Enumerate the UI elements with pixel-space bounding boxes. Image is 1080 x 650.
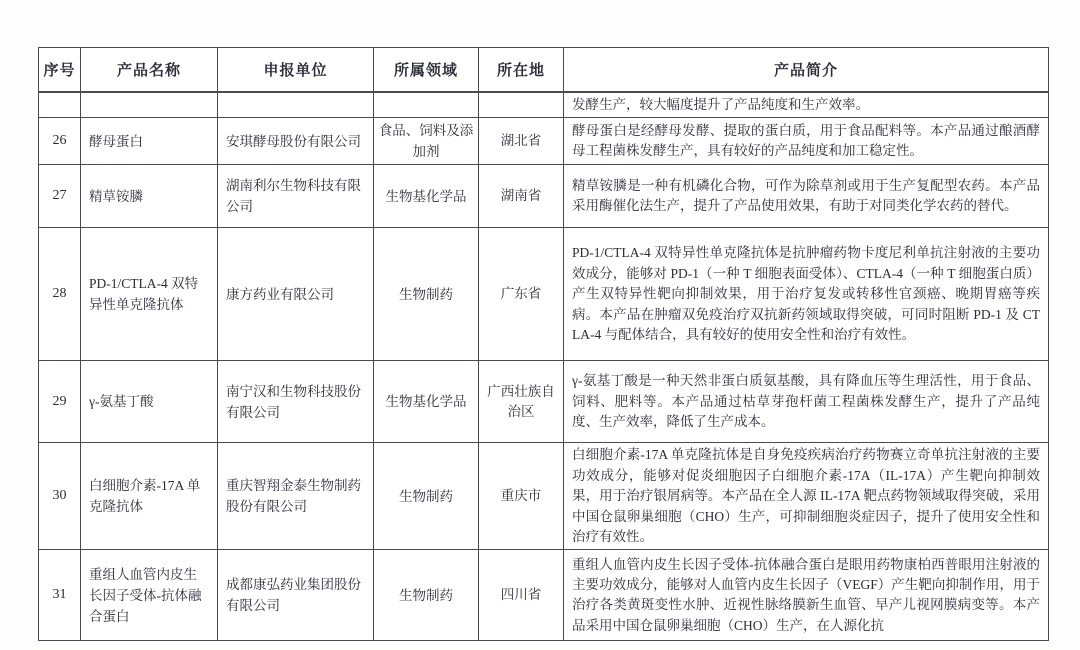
cell-serial: 29	[39, 361, 81, 443]
column-header-field: 所属领域	[374, 48, 479, 93]
table-row	[39, 443, 1049, 550]
table-row	[39, 165, 1049, 228]
cell-product-name	[81, 92, 218, 118]
cell-location: 重庆市	[479, 443, 564, 550]
cell-description: PD-1/CTLA-4 双特异性单克隆抗体是抗肿瘤药物卡度尼利单抗注射液的主要功效成分，能够对 PD-1（一种 T 细胞表面受体）、CTLA-4（一种 T 细胞蛋白质）产生双特异性靶向抑制效果，用于治疗复发或转移性官颈癌、晚期胃癌等疾病。本产品在肿瘤双免疫治疗双抗新药领域取得突破，可同时阻断 PD-1 及 CTLA-4 与配体结合，具有较好的使用安全性和治疗有效性。	[564, 228, 1049, 361]
cell-serial: 28	[39, 228, 81, 361]
cell-serial: 27	[39, 165, 81, 228]
column-header-location: 所在地	[479, 48, 564, 93]
cell-location: 湖北省	[479, 118, 564, 165]
cell-applicant: 康方药业有限公司	[218, 228, 374, 361]
cell-location: 四川省	[479, 550, 564, 641]
cell-applicant: 成都康弘药业集团股份有限公司	[218, 550, 374, 641]
header-row	[39, 48, 1049, 93]
cell-applicant	[218, 92, 374, 118]
table-row-continuation	[39, 92, 1049, 118]
cell-field: 生物基化学品	[374, 361, 479, 443]
cell-field: 生物制药	[374, 550, 479, 641]
cell-product-name: PD-1/CTLA-4 双特异性单克隆抗体	[81, 228, 218, 361]
cell-location: 广东省	[479, 228, 564, 361]
cell-field: 生物基化学品	[374, 165, 479, 228]
table-row	[39, 361, 1049, 443]
cell-applicant: 南宁汉和生物科技股份有限公司	[218, 361, 374, 443]
cell-description: 发酵生产，较大幅度提升了产品纯度和生产效率。	[564, 92, 1049, 118]
column-header-applicant: 申报单位	[218, 48, 374, 93]
cell-description: γ-氨基丁酸是一种天然非蛋白质氨基酸，具有降血压等生理活性，用于食品、饲料、肥料等。本产品通过枯草芽孢杆菌工程菌株发酵生产，提升了产品纯度、生产效率，降低了生产成本。	[564, 361, 1049, 443]
cell-product-name: 精草铵膦	[81, 165, 218, 228]
cell-applicant: 湖南利尔生物科技有限公司	[218, 165, 374, 228]
cell-field	[374, 92, 479, 118]
table-row	[39, 118, 1049, 165]
cell-serial: 26	[39, 118, 81, 165]
cell-serial: 31	[39, 550, 81, 641]
cell-field: 食品、饲料及添加剂	[374, 118, 479, 165]
table-row	[39, 550, 1049, 641]
cell-product-name: 白细胞介素-17A 单克隆抗体	[81, 443, 218, 550]
cell-product-name: 重组人血管内皮生长因子受体-抗体融合蛋白	[81, 550, 218, 641]
cell-description: 精草铵膦是一种有机磷化合物，可作为除草剂或用于生产复配型农药。本产品采用酶催化法生产，提升了产品使用效果，有助于对同类化学农药的替代。	[564, 165, 1049, 228]
cell-location: 湖南省	[479, 165, 564, 228]
products-table	[38, 47, 1049, 641]
column-header-description: 产品简介	[564, 48, 1049, 93]
cell-serial	[39, 92, 81, 118]
cell-description: 重组人血管内皮生长因子受体-抗体融合蛋白是眼用药物康柏西普眼用注射液的主要功效成分，能够对人血管内皮生长因子（VEGF）产生靶向抑制作用，用于治疗各类黄斑变性水肿、近视性脉络膜新生血管、早产儿视网膜病变等。本产品采用中国仓鼠卵巢细胞（CHO）生产，在人源化抗	[564, 550, 1049, 641]
cell-location	[479, 92, 564, 118]
document-page	[38, 47, 1049, 641]
cell-description: 酵母蛋白是经酵母发酵、提取的蛋白质，用于食品配料等。本产品通过酿酒酵母工程菌株发酵生产，具有较好的产品纯度和加工稳定性。	[564, 118, 1049, 165]
cell-applicant: 重庆智翔金泰生物制药股份有限公司	[218, 443, 374, 550]
cell-serial: 30	[39, 443, 81, 550]
table-row	[39, 228, 1049, 361]
cell-description: 白细胞介素-17A 单克隆抗体是自身免疫疾病治疗药物赛立奇单抗注射液的主要功效成分，能够对促炎细胞因子白细胞介素-17A（IL-17A）产生靶向抑制效果，用于治疗银屑病等。本产品在全人源 IL-17A 靶点药物领域取得突破，采用中国仓鼠卵巢细胞（CHO）生产，可抑制细胞炎症因子，提升了使用安全性和治疗有效性。	[564, 443, 1049, 550]
column-header-product-name: 产品名称	[81, 48, 218, 93]
cell-field: 生物制药	[374, 443, 479, 550]
column-header-serial: 序号	[39, 48, 81, 93]
cell-product-name: 酵母蛋白	[81, 118, 218, 165]
cell-applicant: 安琪酵母股份有限公司	[218, 118, 374, 165]
cell-field: 生物制药	[374, 228, 479, 361]
cell-location: 广西壮族自治区	[479, 361, 564, 443]
cell-product-name: γ-氨基丁酸	[81, 361, 218, 443]
